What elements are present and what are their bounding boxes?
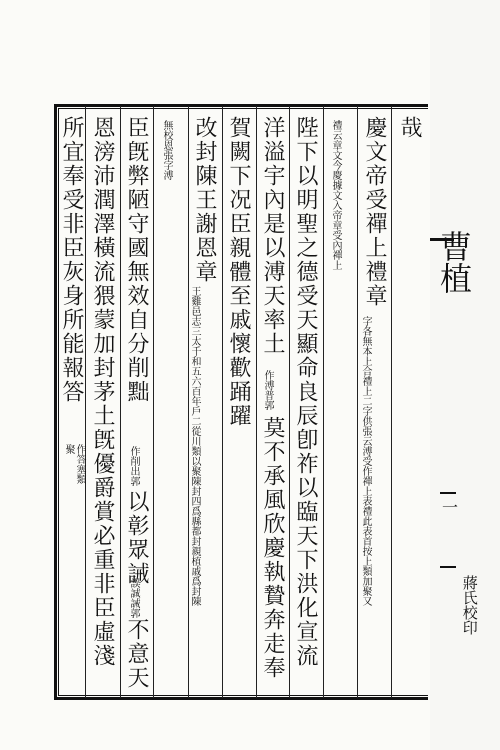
margin-divider (440, 492, 456, 494)
page-mark: 一 (442, 498, 459, 517)
annotation-note: 作答塞類聚 (63, 444, 85, 484)
text-column: 慶文帝受禪上禮章 (362, 116, 387, 308)
text-column: 不意天 (124, 618, 149, 690)
column-divider (153, 106, 154, 698)
column-divider (120, 106, 121, 698)
column-divider (289, 106, 290, 698)
annotation-note: 作削出郭 (128, 446, 139, 486)
text-column: 莫不承風欣慶執贄奔走奉 (260, 416, 285, 680)
text-column: 以彰眾誡 (124, 490, 149, 586)
annotation-note: 無校恩張字溥 (161, 120, 172, 180)
column-divider (85, 106, 86, 698)
column-divider (357, 106, 358, 698)
margin-title: 曹植 (435, 230, 473, 294)
column-divider (222, 106, 223, 698)
margin-divider (440, 566, 456, 568)
annotation-note: 作溥普郭 (262, 370, 273, 410)
text-column: 陛下以明聖之德受天顯命良辰卽祚以臨天下洪化宣流 (293, 116, 318, 668)
text-column: 哉 (397, 116, 422, 140)
fold-margin (430, 0, 500, 750)
annotation-note: 王雞邑志三太千和五六百年戶二從川類以聚陳封四爲縣都封親植戚爲封陳 (189, 286, 200, 606)
column-divider (256, 106, 257, 698)
text-column: 恩滂沛潤澤橫流猥蒙加封茅土旣優爵賞必重非臣虛淺 (90, 116, 115, 668)
text-column: 洋溢宇內是以溥天率土 (260, 116, 285, 356)
annotation-note: 禮云章文今慶據文入帝章受內禪上 (330, 120, 341, 270)
text-column: 所宜奉受非臣灰身所能報答 (59, 116, 84, 404)
text-column: 賀闕下况臣親體至戚懷歡踊躍 (226, 116, 251, 428)
annotation-note: 誤誠誡郭 (128, 578, 139, 618)
margin-footer: 蔣氏校印 (460, 575, 479, 635)
text-column: 改封陳王謝恩章 (192, 116, 217, 284)
text-column: 臣旣弊陋守國無效自分削黜 (124, 116, 149, 404)
column-divider (391, 106, 392, 698)
column-divider (323, 106, 324, 698)
annotation-note: 字各無本上合禮上二字供張云溥受作禪上表禮此表首按上類加聚又 (360, 316, 371, 606)
